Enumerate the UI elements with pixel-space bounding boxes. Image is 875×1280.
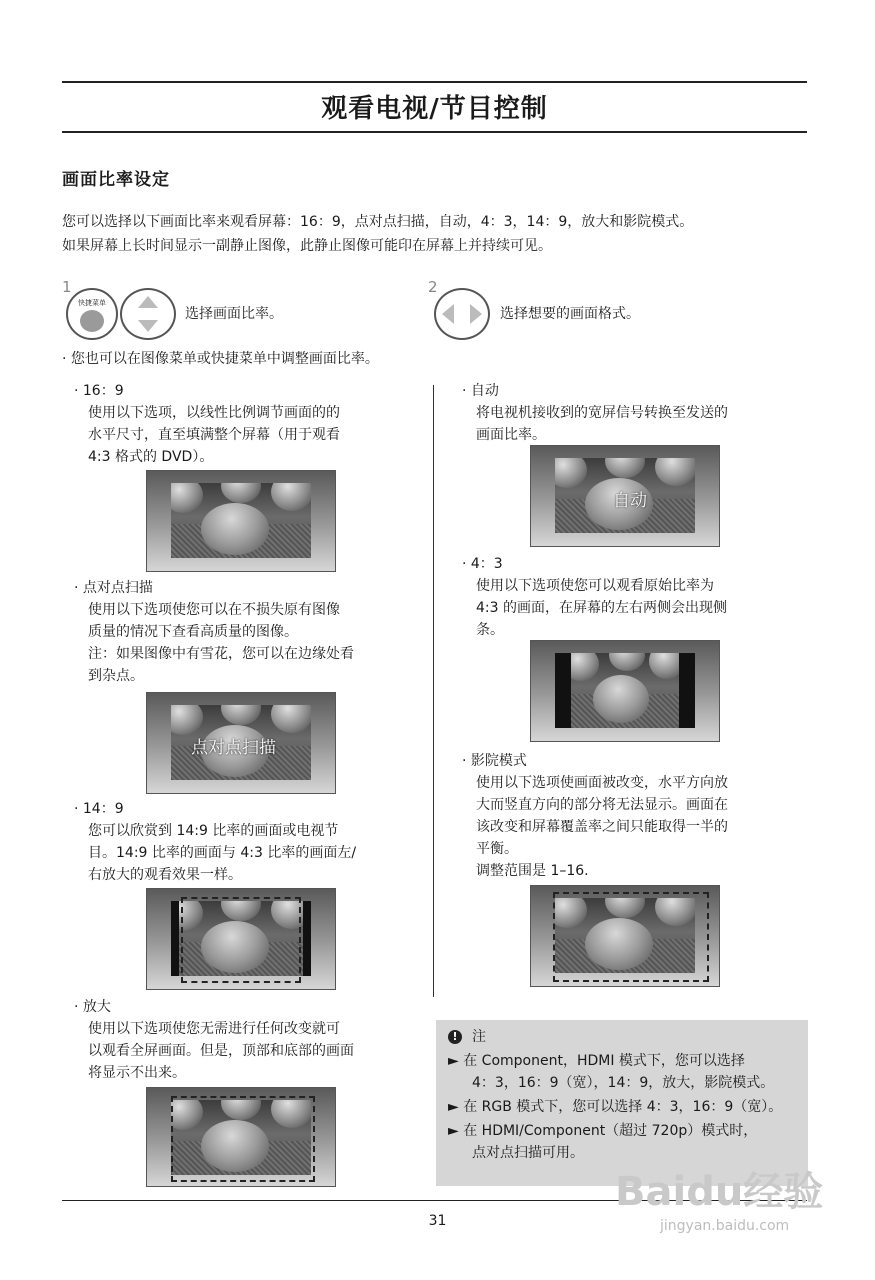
button-circle-icon	[80, 310, 104, 332]
item-zoom-body-1: 使用以下选项使您无需进行任何改变就可	[88, 1021, 340, 1037]
top-rule	[62, 81, 807, 83]
item-14-9-body-1: 您可以欣赏到 14:9 比率的画面或电视节	[88, 823, 339, 839]
item-4-3-body-3: 条。	[476, 622, 504, 638]
item-cinema-zoom-body-5: 调整范围是 1–16.	[476, 863, 589, 879]
item-cinema-zoom-body-3: 该改变和屏幕覆盖率之间只能取得一半的	[476, 819, 728, 835]
preview-auto-image	[530, 445, 720, 547]
arrow-right-icon	[470, 304, 482, 324]
item-cinema-zoom-body-1: 使用以下选项使画面被改变，水平方向放	[476, 775, 728, 791]
item-just-scan-body-3: 注：如果图像中有雪花，您可以在边缘处看	[88, 646, 354, 662]
item-4-3-body-1: 使用以下选项使您可以观看原始比率为	[476, 578, 714, 594]
item-4-3	[462, 553, 807, 641]
page-number: 31	[428, 1213, 447, 1229]
note-line-1: ► 在 Component，HDMI 模式下，您可以选择	[448, 1053, 745, 1069]
intro-line-1: 您可以选择以下画面比率来观看屏幕：16：9，点对点扫描，自动，4：3，14：9，放大和影院模式。	[62, 214, 694, 230]
item-zoom	[74, 996, 424, 1084]
crop-frame	[181, 897, 301, 983]
item-14-9-body-3: 右放大的观看效果一样。	[88, 867, 242, 883]
item-16-9-body-1: 使用以下选项，以线性比例调节画面的的	[88, 405, 340, 421]
note-title: 注	[472, 1029, 486, 1045]
item-just-scan	[74, 577, 424, 687]
preview-14-9-image	[146, 888, 336, 990]
item-zoom-body-3: 将显示不出来。	[88, 1065, 186, 1081]
item-auto-body-1: 将电视机接收到的宽屏信号转换至发送的	[476, 405, 728, 421]
item-auto-head: · 自动	[462, 383, 499, 399]
note-line-5: 点对点扫描可用。	[472, 1145, 584, 1161]
item-16-9-body-3: 4:3 格式的 DVD）。	[88, 449, 214, 465]
item-4-3-head: · 4：3	[462, 556, 503, 572]
item-4-3-body-2: 4:3 的画面，在屏幕的左右两侧会出现侧	[476, 600, 727, 616]
section-heading: 画面比率设定	[62, 170, 170, 190]
intro-text	[62, 210, 807, 258]
item-auto-body-2: 画面比率。	[476, 427, 546, 443]
item-14-9-body-2: 目。14:9 比率的画面与 4:3 比率的画面左/	[88, 845, 357, 861]
item-cinema-zoom-body-2: 大而竖直方向的部分将无法显示。画面在	[476, 797, 728, 813]
preview-zoom-image	[146, 1087, 336, 1187]
item-just-scan-body-4: 到杂点。	[88, 668, 144, 684]
page-title: 观看电视/节目控制	[321, 94, 548, 124]
step-1-text: 选择画面比率。	[185, 306, 283, 322]
auto-overlay-label: 自动	[613, 491, 647, 511]
baidu-watermark-logo: Baidu经验	[615, 1169, 824, 1215]
item-16-9-body-2: 水平尺寸，直至填满整个屏幕（用于观看	[88, 427, 340, 443]
preview-16-9-image	[146, 470, 336, 572]
info-icon: !	[448, 1030, 462, 1044]
note-line-2: 4：3，16：9（宽），14：9，放大，影院模式。	[472, 1075, 775, 1091]
preview-cinema-zoom-image	[530, 885, 720, 987]
right-side-bar	[303, 901, 311, 976]
quick-menu-button[interactable]	[66, 288, 118, 340]
item-cinema-zoom	[462, 750, 807, 882]
intro-line-2: 如果屏幕上长时间显示一副静止图像，此静止图像可能印在屏幕上并持续可见。	[62, 238, 552, 254]
item-just-scan-head: · 点对点扫描	[74, 580, 153, 596]
step-1-number: 1	[62, 278, 72, 296]
item-zoom-head: · 放大	[74, 999, 111, 1015]
step-2-text: 选择想要的画面格式。	[500, 306, 640, 322]
step-2-number: 2	[428, 278, 438, 296]
preview-just-scan-image	[146, 692, 336, 794]
up-down-nav-button[interactable]	[120, 288, 176, 340]
item-zoom-body-2: 以观看全屏画面。但是，顶部和底部的画面	[88, 1043, 354, 1059]
column-divider	[433, 385, 434, 997]
item-16-9	[74, 380, 424, 468]
note-line-4: ► 在 HDMI/Component（超过 720p）模式时，	[448, 1123, 758, 1139]
left-right-nav-button[interactable]	[434, 288, 490, 340]
title-underline	[62, 131, 807, 133]
item-14-9-head: · 14：9	[74, 801, 124, 817]
baidu-watermark-url: jingyan.baidu.com	[660, 1218, 790, 1234]
preview-4-3-image	[530, 640, 720, 742]
note-line-3: ► 在 RGB 模式下，您可以选择 4：3，16：9（宽）。	[448, 1099, 783, 1115]
quick-menu-label: 快捷菜单	[78, 299, 106, 307]
item-just-scan-body-1: 使用以下选项使您可以在不损失原有图像	[88, 602, 340, 618]
scene	[171, 483, 311, 558]
tip-text: · 您也可以在图像菜单或快捷菜单中调整画面比率。	[62, 351, 379, 367]
arrow-down-icon	[138, 320, 158, 332]
item-14-9	[74, 798, 424, 886]
just-scan-overlay-label: 点对点扫描	[191, 738, 276, 758]
crop-frame	[171, 1096, 315, 1182]
left-side-bar	[171, 901, 179, 976]
item-cinema-zoom-head: · 影院模式	[462, 753, 527, 769]
item-auto	[462, 380, 807, 446]
scene	[571, 653, 679, 728]
arrow-up-icon	[138, 296, 158, 308]
crop-frame	[553, 892, 709, 982]
item-just-scan-body-2: 质量的情况下查看高质量的图像。	[88, 624, 298, 640]
item-cinema-zoom-body-4: 平衡。	[476, 841, 518, 857]
item-16-9-head: · 16：9	[74, 383, 124, 399]
arrow-left-icon	[442, 304, 454, 324]
